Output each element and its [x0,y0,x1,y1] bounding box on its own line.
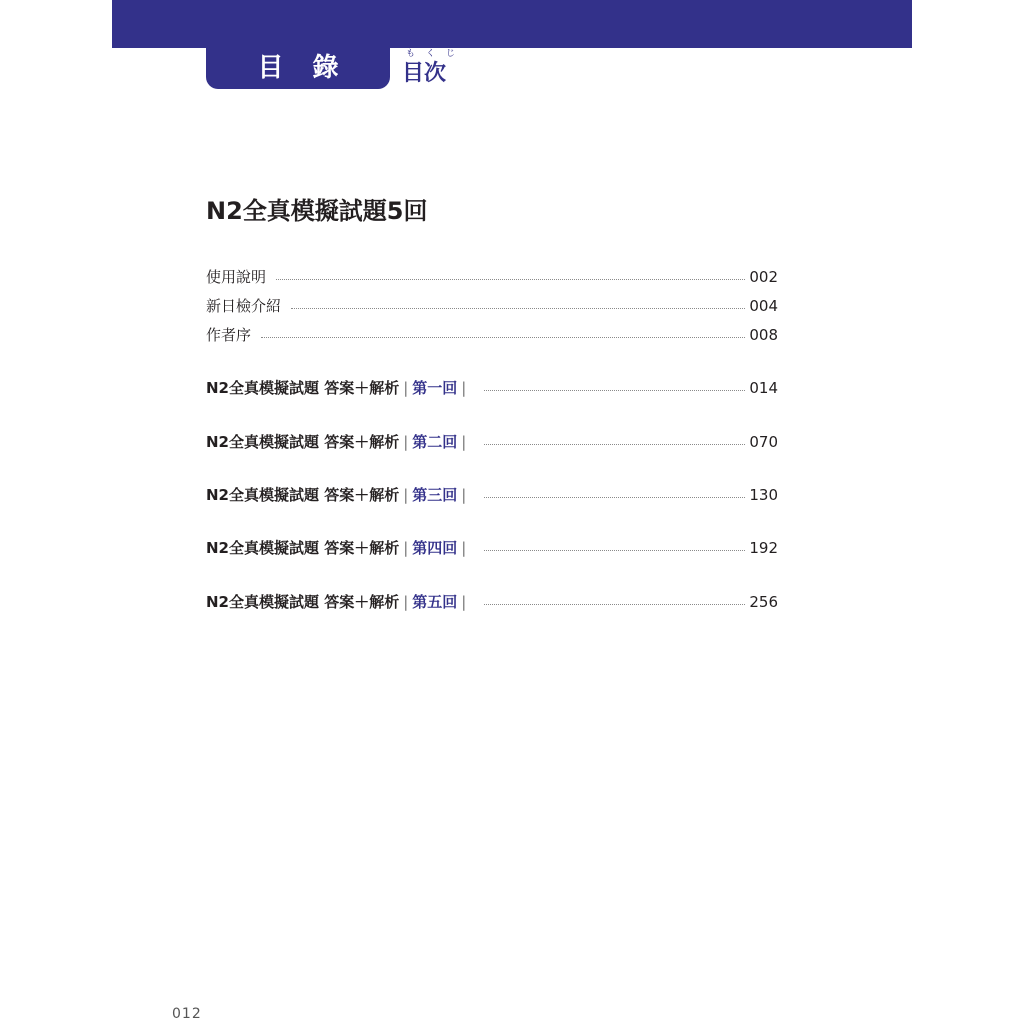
section-title: N2全真模擬試題5回 [206,197,428,225]
separator-bar: | [403,433,409,451]
separator-bar: | [461,433,467,451]
toc-entry-usage[interactable] [206,266,778,288]
toc-entry-label: N2全真模擬試題 答案＋解析 [206,593,400,611]
toc-entry-page: 002 [749,268,778,286]
toc-entry-page: 130 [749,486,778,504]
toc-entry-page: 004 [749,297,778,315]
dot-leader [484,497,745,498]
dot-leader [291,308,745,309]
separator-bar: | [461,593,467,611]
separator-bar: | [403,539,409,557]
separator-bar: | [461,486,467,504]
page-number: 012 [172,1006,202,1022]
separator-bar: | [461,379,467,397]
toc-entry-label: N2全真模擬試題 答案＋解析 [206,379,400,397]
toc-entry-label: 作者序 [206,326,252,344]
toc-entry-page: 008 [749,326,778,344]
toc-entry-test-1[interactable] [206,377,778,399]
header-tab-title: 目 錄 [206,48,390,89]
header-subtitle-text: 目次 [402,61,447,86]
toc-entry-page: 256 [749,593,778,611]
separator-bar: | [403,593,409,611]
toc-entry-label: N2全真模擬試題 答案＋解析 [206,433,400,451]
header-subtitle [402,48,482,92]
toc-entry-label: N2全真模擬試題 答案＋解析 [206,486,400,504]
toc-entry-round: 第二回 [412,433,458,451]
top-header-bar [112,0,912,48]
dot-leader [484,604,745,605]
dot-leader [276,279,745,280]
toc-entry-label: 新日檢介紹 [206,297,282,315]
toc-entry-test-3[interactable] [206,484,778,506]
separator-bar: | [403,486,409,504]
toc-entry-round: 第一回 [412,379,458,397]
toc-entry-round: 第三回 [412,486,458,504]
dot-leader [484,390,745,391]
toc-entry-test-2[interactable] [206,431,778,453]
toc-entry-label: 使用說明 [206,268,267,286]
dot-leader [484,444,745,445]
toc-entry-round: 第四回 [412,539,458,557]
separator-bar: | [403,379,409,397]
toc-entry-preface[interactable] [206,324,778,346]
toc-entry-label: N2全真模擬試題 答案＋解析 [206,539,400,557]
dot-leader [484,550,745,551]
toc-entry-test-4[interactable] [206,537,778,559]
toc-entry-jlpt-intro[interactable] [206,295,778,317]
toc-entry-page: 070 [749,433,778,451]
toc-entry-page: 192 [749,539,778,557]
toc-entry-page: 014 [749,379,778,397]
header-subtitle-ruby: もくじ [406,49,467,59]
dot-leader [261,337,745,338]
toc-entry-test-5[interactable] [206,591,778,613]
separator-bar: | [461,539,467,557]
toc-entry-round: 第五回 [412,593,458,611]
